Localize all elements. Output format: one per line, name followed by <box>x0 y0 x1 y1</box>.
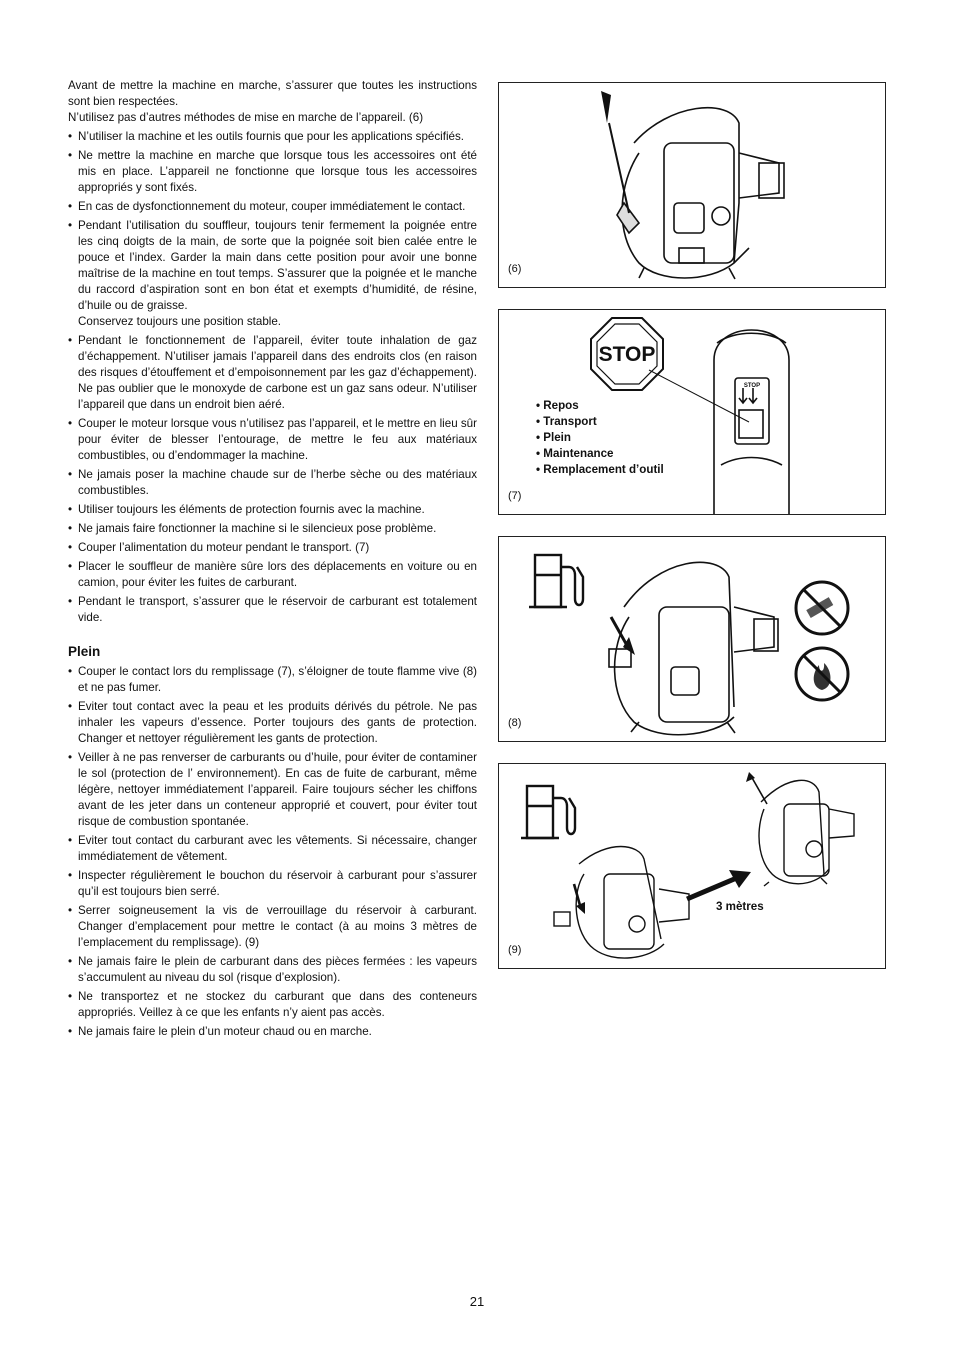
plein-list <box>68 664 477 1040</box>
figure-8 <box>498 536 886 742</box>
list-item: • Remplacement d’outil <box>536 462 664 478</box>
refuel-illustration <box>499 537 885 741</box>
distance-label: 3 mètres <box>716 900 764 913</box>
list-item: • Maintenance <box>536 446 664 462</box>
list-item: • Eviter tout contact du carburant avec les vêtements. Si nécessaire, changer immédiatement de vêtement. <box>68 833 477 865</box>
intro-paragraph: N’utilisez pas d’autres méthodes de mise en marche de l’appareil. (6) <box>68 111 424 124</box>
page-number: 21 <box>469 1294 485 1309</box>
figure-7 <box>498 309 886 515</box>
figure-caption: (6) <box>508 263 522 275</box>
list-item: • Pendant l’utilisation du souffleur, toujours tenir fermement la poignée entre les cinq doigts de la main, de sorte que la poignée soit bien calée entre le pouce et l’index. Garder la main dans cette position pour avoir une bonne maîtrise de la machine en tout temps. S’assurer que la poignée et le manche du raccord d’aspiration sont en bon état et exempts d’humidité, de résine, d’huile ou de graisse. Conservez toujours une position stable. <box>68 218 477 330</box>
figure-caption: (8) <box>508 717 522 729</box>
figure-6 <box>498 82 886 288</box>
list-item: • Ne jamais faire fonctionner la machine si le silencieux pose problème. <box>68 521 477 537</box>
list-item: • Placer le souffleur de manière sûre lors des déplacements en voiture ou en camion, pour éviter les fuites de carburant. <box>68 559 477 591</box>
list-item: • Serrer soigneusement la vis de verrouillage du réservoir à carburant. Changer d’emplacement pour mettre le contact (à au moins 3 mètres de l’emplacement du remplissage). (9) <box>68 903 477 951</box>
list-item: • Repos <box>536 398 664 414</box>
move-away-illustration <box>499 764 885 968</box>
list-item: • Ne jamais faire le plein d’un moteur chaud ou en marche. <box>68 1024 477 1040</box>
fuel-pump-icon <box>521 786 575 838</box>
list-item: • N’utiliser la machine et les outils fournis que pour les applications spécifiés. <box>68 129 477 145</box>
no-flame-icon <box>796 648 848 700</box>
section-heading-plein: Plein <box>68 644 101 659</box>
svg-text:STOP: STOP <box>743 383 761 389</box>
list-item: • Ne transportez et ne stockez du carburant que dans des conteneurs appropriés. Veillez à ce que les enfants n’y aient pas accès. <box>68 989 477 1021</box>
figure-caption: (9) <box>508 944 522 956</box>
list-item: • Pendant le fonctionnement de l’appareil, éviter toute inhalation de gaz d’échappement. N’utiliser jamais l’appareil dans des endroits clos (en raison des risques d’étouffement et d’empoisonnement par les gaz d’échappement). Ne pas oublier que le monoxyde de carbone est un gaz sans odeur. N’utiliser l’appareil que dans un endroit bien aéré. <box>68 333 477 413</box>
safety-list <box>68 129 477 626</box>
no-smoking-icon <box>796 582 848 634</box>
list-item: • Utiliser toujours les éléments de protection fournis avec la machine. <box>68 502 477 518</box>
figure-caption: (7) <box>508 490 522 502</box>
list-item: • Ne jamais faire le plein de carburant dans des pièces fermées : les vapeurs s’accumulent au niveau du sol (risque d’explosion). <box>68 954 477 986</box>
list-item: • Veiller à ne pas renverser de carburants ou d’huile, pour éviter de contaminer le sol (protection de l’ environnement). En cas de fuite de carburant, même légère, nettoyer immédiatement l’appareil. Faire toujours sécher les chiffons avant de les jeter dans un conteneur approprié et couvert, pour éviter tout risque de combustion spontanée. <box>68 750 477 830</box>
stop-sign-text: STOP <box>598 343 656 366</box>
list-item: • Ne mettre la machine en marche que lorsque tous les accessoires ont été mis en place. L’appareil ne fonctionne que lorsque tous les accessoires appropriés y sont fixés. <box>68 148 477 196</box>
list-item: • Ne jamais poser la machine chaude sur de l’herbe sèche ou des matériaux combustibles. <box>68 467 477 499</box>
list-item: • Pendant le transport, s’assurer que le réservoir de carburant est totalement vide. <box>68 594 477 626</box>
text-column <box>68 78 477 1040</box>
blower-start-illustration <box>499 83 885 287</box>
list-item: • Inspecter régulièrement le bouchon du réservoir à carburant pour s’assurer qu’il est toujours bien serré. <box>68 868 477 900</box>
list-item: • Eviter tout contact avec la peau et les produits dérivés du pétrole. Ne pas inhaler les vapeurs d’essence. Porter toujours des gants de protection. Changer et nettoyer régulièrement les gants de protection. <box>68 699 477 747</box>
list-item: • Transport <box>536 414 664 430</box>
list-item: • Couper le moteur lorsque vous n’utilisez pas l’appareil, et le mettre en lieu sûr pour éviter de blesser l’entourage, de mettre le feu aux matériaux combustibles, ou d’endommager la machine. <box>68 416 477 464</box>
stop-legend <box>536 398 664 478</box>
list-item: • En cas de dysfonctionnement du moteur, couper immédiatement le contact. <box>68 199 477 215</box>
list-item: • Couper le contact lors du remplissage (7), s’éloigner de toute flamme vive (8) et ne pas fumer. <box>68 664 477 696</box>
list-item: • Couper l’alimentation du moteur pendant le transport. (7) <box>68 540 477 556</box>
handle-icon <box>714 330 789 514</box>
list-item: • Plein <box>536 430 664 446</box>
figure-9 <box>498 763 886 969</box>
intro-paragraph: Avant de mettre la machine en marche, s’assurer que toutes les instructions sont bien respectées. <box>68 79 477 108</box>
fuel-pump-icon <box>529 555 583 607</box>
stable-note: Conservez toujours une position stable. <box>78 315 282 328</box>
